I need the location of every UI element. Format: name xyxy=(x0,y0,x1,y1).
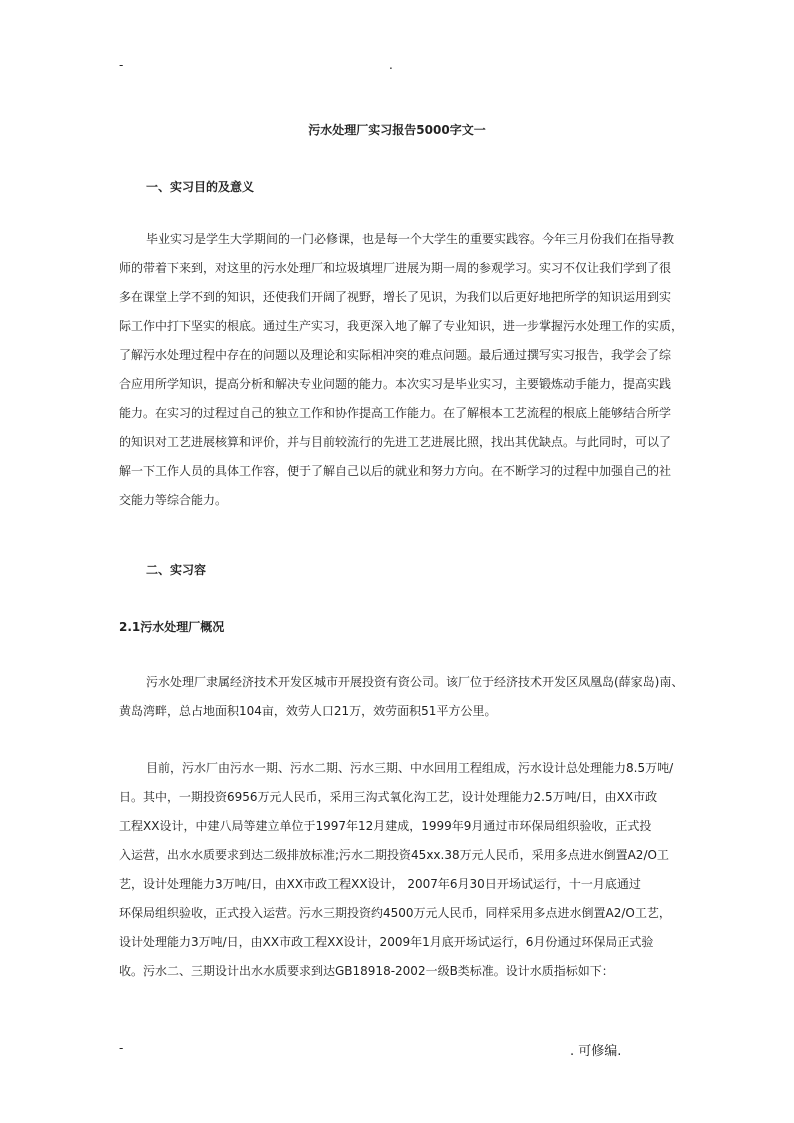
footer-left-mark: - xyxy=(119,1041,124,1055)
paragraph-line: 交能力等综合能力。 xyxy=(119,493,228,507)
paragraph-line: 工程XX设计，中建八局等建立单位于1997年12月建成，1999年9月通过市环保局组织验收，正式投 xyxy=(119,819,652,833)
paragraph-line: 能力。在实习的过程过自己的独立工作和协作提高工作能力。在了解根本工艺流程的根底上能够结合所学 xyxy=(119,406,672,420)
footer-editable-note: . 可修编. xyxy=(570,1044,622,1059)
paragraph-line: 环保局组织验收，正式投入运营。污水三期投资约4500万元人民币，同样采用多点进水倒置A2/O工艺， xyxy=(119,906,671,920)
paragraph-line: 际工作中打下坚实的根底。通过生产实习，我更深入地了解了专业知识，进一步掌握污水处理工作的实质， xyxy=(119,319,684,333)
paragraph-line: 师的带着下来到，对这里的污水处理厂和垃圾填埋厂进展为期一周的参观学习。实习不仅让我们学到了很 xyxy=(119,261,672,275)
paragraph-line: 目前，污水厂由污水一期、污水二期、污水三期、中水回用工程组成，污水设计总处理能力8.5万吨/ xyxy=(146,761,674,775)
header-right-mark: . xyxy=(389,58,393,72)
paragraph-line: 黄岛湾畔，总占地面积104亩，效劳人口21万，效劳面积51平方公里。 xyxy=(119,704,497,718)
plant-overview-paragraph xyxy=(119,668,684,726)
paragraph-line: 解一下工作人员的具体工作容，便于了解自己以后的就业和努力方向。在不断学习的过程中加强自己的社 xyxy=(119,464,672,478)
paragraph-line: 污水处理厂隶属经济技术开发区城市开展投资有资公司。该厂位于经济技术开发区凤凰岛(薛家岛)南、 xyxy=(146,675,684,689)
paragraph-line: 艺，设计处理能力3万吨/日，由XX市政工程XX设计， 2007年6月30日开场试运行，十一月底通过 xyxy=(119,877,641,891)
paragraph-line: 的知识对工艺进展核算和评价，并与目前较流行的先进工艺进展比照，找出其优缺点。与此同时，可以了 xyxy=(119,435,672,449)
section1-paragraph xyxy=(119,225,684,515)
document-title: 污水处理厂实习报告5000字文一 xyxy=(308,123,486,137)
paragraph-line: 日。其中，一期投资6956万元人民币，采用三沟式氧化沟工艺，设计处理能力2.5万吨/日，由XX市政 xyxy=(119,790,658,804)
paragraph-line: 收。污水二、三期设计出水水质要求到达GB18918-2002一级B类标准。设计水质指标如下： xyxy=(119,964,614,978)
paragraph-line: 入运营，出水水质要求到达二级排放标准;污水二期投资45xx.38万元人民币，采用多点进水倒置A2/O工 xyxy=(119,848,669,862)
section1-heading: 一、实习目的及意义 xyxy=(146,180,255,194)
paragraph-line: 毕业实习是学生大学期间的一门必修课，也是每一个大学生的重要实践容。今年三月份我们在指导教 xyxy=(146,232,675,246)
plant-phases-paragraph xyxy=(119,754,675,986)
section2-heading: 二、实习容 xyxy=(146,563,207,577)
section2-1-heading: 2.1污水处理厂概况 xyxy=(119,620,225,634)
paragraph-line: 设计处理能力3万吨/日，由XX市政工程XX设计，2009年1月底开场试运行，6月份通过环保局正式验 xyxy=(119,935,654,949)
paragraph-line: 合应用所学知识，提高分析和解决专业问题的能力。本次实习是毕业实习，主要锻炼动手能力，提高实践 xyxy=(119,377,672,391)
header-left-mark: - xyxy=(119,58,124,72)
paragraph-line: 多在课堂上学不到的知识，还使我们开阔了视野，增长了见识，为我们以后更好地把所学的知识运用到实 xyxy=(119,290,672,304)
paragraph-line: 了解污水处理过程中存在的问题以及理论和实际相冲突的难点问题。最后通过撰写实习报告，我学会了综 xyxy=(119,348,672,362)
